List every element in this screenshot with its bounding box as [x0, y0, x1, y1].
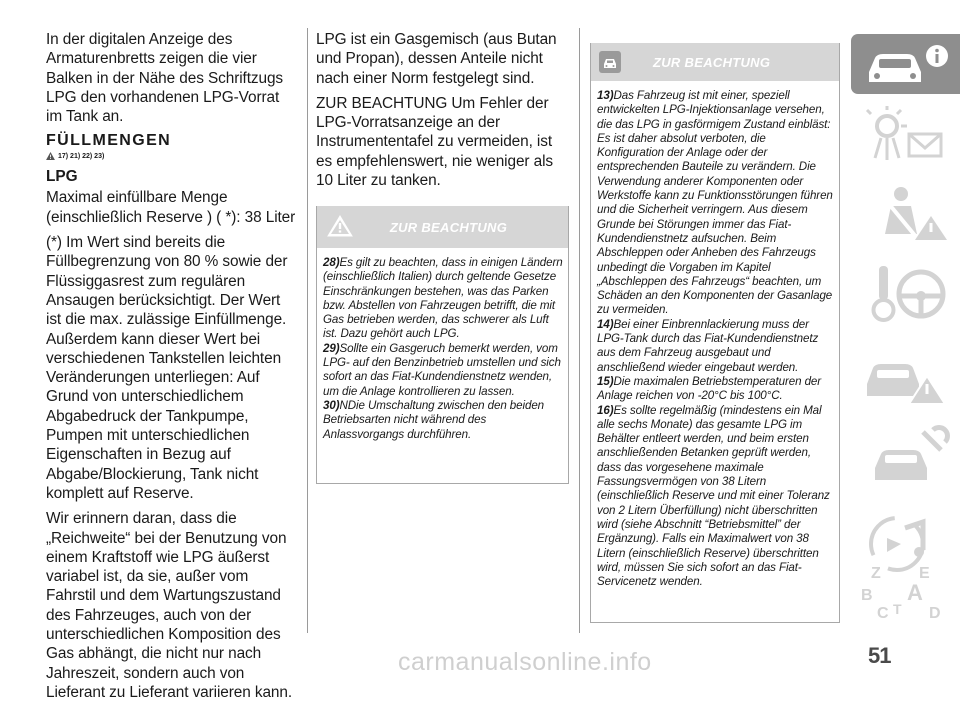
index-letter: T	[893, 601, 902, 617]
index-letter: B	[861, 587, 873, 604]
seatbelt-icon[interactable]	[861, 186, 949, 246]
watermark: carmanualsonline.info	[398, 648, 652, 676]
chapter-sidebar	[851, 34, 960, 644]
column-2	[316, 30, 568, 196]
index-letter: E	[919, 565, 930, 582]
car-warning-icon	[599, 51, 621, 73]
gas-paragraph: LPG ist ein Gasgemisch (aus Butan und Propan), dessen Anteile nicht nach einer Norm festgelegt sind.	[316, 31, 557, 87]
car-info-icon	[861, 42, 953, 86]
warning-item: 28)Es gilt zu beachten, dass in einigen Ländern (einschließlich Italien) durch geltende Gesetze Einschränkungen bestehen, was das Parken bzw. Abstellen von Fahrzeugen betrifft, die mit Gas betrieben werden, das schwerer als Luft ist. Dazu gehört auch LPG.	[323, 256, 563, 341]
warning-body	[317, 248, 568, 448]
column-divider-left	[307, 28, 308, 633]
column-1	[46, 30, 298, 708]
warning-item: 14)Bei einer Einbrennlackierung muss der LPG-Tank durch das Fiat-Kundendienstnetz aus dem Fahrzeug ausgebaut und anschließend wieder eingebaut werden.	[597, 317, 819, 374]
warning-triangle-small-icon	[46, 152, 55, 160]
warning-body	[591, 81, 839, 595]
page-number: 51	[868, 643, 891, 668]
warning-title: ZUR BEACHTUNG	[653, 54, 771, 70]
index-icon[interactable]	[861, 562, 951, 622]
intro-paragraph: In der digitalen Anzeige des Armaturenbretts zeigen die vier Balken in der Nähe des Schriftzugs LPG den vorhandenen LPG-Vorrat im Tank an.	[46, 31, 283, 126]
capacity-paragraph: Maximal einfüllbare Menge (einschließlich Reserve ) ( *): 38 Liter	[46, 189, 296, 226]
index-letter: Z	[871, 565, 881, 582]
references-text: 17) 21) 22) 23)	[58, 152, 105, 160]
warning-box-right	[590, 43, 840, 623]
lpg-subheading: LPG	[46, 168, 78, 186]
section-heading: FÜLLMENGEN	[46, 132, 172, 150]
index-letter: C	[877, 605, 889, 622]
car-warning-triangle-icon[interactable]	[861, 346, 949, 406]
warning-box-middle	[316, 206, 569, 484]
footnote-paragraph: (*) Im Wert sind bereits die Füllbegrenzung von 80 % sowie der Flüssiggasrest zum regulären Ansaugen berücksichtigt. Der Wert ist die max. zulässige Einfüllmenge. Außerdem kann dieser Wert bei verschiedenen Tankstellen leichten Veränderungen unterliegen: Auf Grund von unterschiedlichem Abgabedruck der Tankpumpe, Pumpen mit unterschiedlichen Eigenschaften in Bezug auf Abgabe/Blockierung, Tank nicht komplett auf Reserve.	[46, 234, 288, 502]
warning-item: 13)Das Fahrzeug ist mit einer, speziell entwickelten LPG-Injektionsanlage versehen, die das LPG in gasförmigem Zustand einbläst: Es ist daher absolut verboten, die Konfiguration der Anlage oder der entsprechenden Bauteile zu verändern. Die Verwendung anderer Komponenten oder Werkstoffe kann zu Funktionsstörungen führen und die Sicherheit verringern. Aus diesem Grunde bei Störungen immer das Fiat-Kundendienstnetz aufsuchen. Beim Abschleppen oder Anheben des Fahrzeugs unbedingt die Vorgaben im Kapitel „Abschleppen des Fahrzeugs“ beachten, um Schäden an den Komponenten der Gasanlage zu vermeiden.	[597, 89, 833, 317]
dashboard-lights-icon[interactable]	[861, 108, 949, 164]
warning-header	[317, 206, 568, 248]
warning-item: 29)Sollte ein Gasgeruch bemerkt werden, vom LPG- auf den Benzinbetrieb umstellen und sich sofort an das Fiat-Kundendienstnetz wenden, um die Anlage kontrollieren zu lassen.	[323, 341, 561, 398]
column-divider-right	[579, 28, 580, 633]
reminder-paragraph: Wir erinnern daran, dass die „Reichweite“ bei der Benutzung von einem Kraftstoff wie LPG äußerst variabel ist, da sie, außer vom Fahrstil und dem Wartungszustand des Fahrzeuges, auch von der unterschiedlichen Komposition des Gas abhängt, die nicht nur nach Jahreszeit, sondern auch von Lieferant zu Lieferant variieren kann.	[46, 510, 293, 701]
warning-title: ZUR BEACHTUNG	[389, 219, 508, 235]
warning-header	[591, 43, 839, 81]
index-letter: D	[929, 605, 941, 622]
caution-paragraph: ZUR BEACHTUNG Um Fehler der LPG-Vorratsanzeige an der Instrumententafel zu vermeiden, ist es empfehlenswert, nie weniger als 10 Liter zu tanken.	[316, 94, 553, 190]
warning-item: 16)Es sollte regelmäßig (mindestens ein Mal alle sechs Monate) das gesamte LPG im Behälter entleert werden, und beim ersten anschließenden Betanken geprüft werden, dass das vorgesehene maximale Fassungsvermögen von 38 Litern (einschließlich Reserve und mit einer Toleranz von 2 Litern Überfüllung) nicht überschritten wird (siehe Abschnitt “Betriebsmittel” der Ergänzung). Falls ein Maximalwert von 38 Litern (einschließlich Reserve) überschritten wird, müssen Sie sich sofort an das Fiat-Servicenetz wenden.	[597, 403, 830, 589]
warning-item: 15)Die maximalen Betriebstemperaturen der Anlage reichen von -20°C bis 100°C.	[597, 374, 822, 403]
key-steering-icon[interactable]	[861, 264, 949, 324]
warning-item: 30)NDie Umschaltung zwischen den beiden Betriebsarten nicht während des Anlassvorgangs durchführen.	[323, 398, 545, 441]
chapter-tab-active[interactable]	[851, 34, 960, 94]
warning-triangle-icon	[327, 215, 353, 237]
index-letter: A	[907, 580, 923, 605]
warning-references	[46, 152, 298, 160]
wrench-car-icon[interactable]	[861, 428, 949, 488]
